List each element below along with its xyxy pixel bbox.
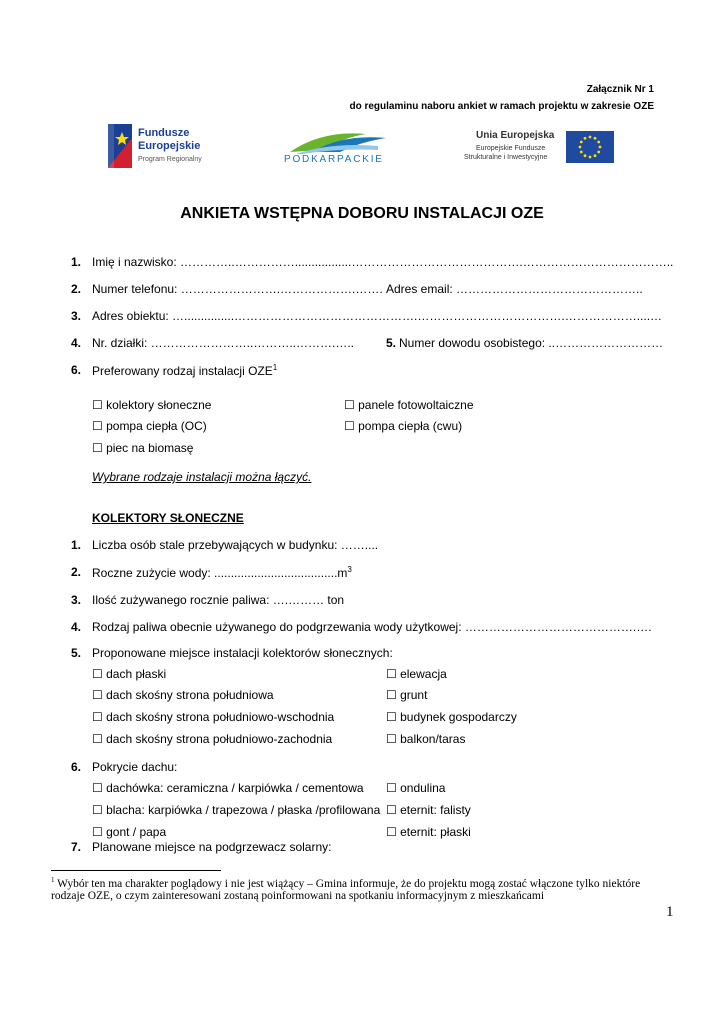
podkarpackie-mountains-icon bbox=[282, 128, 394, 154]
heater-location-label: Planowane miejsce na podgrzewacz solarny: bbox=[92, 840, 332, 854]
document-title: ANKIETA WSTĘPNA DOBORU INSTALACJI OZE bbox=[180, 205, 544, 222]
option-roof-south[interactable]: ☐ dach skośny strona południowa bbox=[92, 688, 274, 702]
podkarpackie-logo bbox=[282, 128, 394, 168]
q5-number: 5. bbox=[71, 646, 82, 660]
q4-number: 4. bbox=[71, 620, 82, 634]
option-ondulina[interactable]: ☐ ondulina bbox=[386, 781, 446, 795]
annex-subtitle: do regulaminu naboru ankiet w ramach projektu w zakresie OZE bbox=[349, 101, 654, 112]
option-flat-roof[interactable]: ☐ dach płaski bbox=[92, 667, 167, 681]
fuel-type-field[interactable]: Rodzaj paliwa obecnie używanego do podgrzewania wody użytkowej: …………………………………….…. bbox=[92, 620, 652, 634]
footnote-mark: 1 bbox=[51, 876, 55, 884]
footnote-text1: Wybór ten ma charakter poglądowy i nie jest wiążący – Gmina informuje, że do projektu mogą zostać włączone tylko niektóre bbox=[54, 877, 641, 890]
field-4-number: 4. bbox=[71, 336, 82, 350]
water-usage-text: Roczne zużycie wody: .....................................m bbox=[92, 566, 348, 580]
option-metal-sheet[interactable]: ☐ blacha: karpiówka / trapezowa / płaska /profilowana bbox=[92, 803, 381, 817]
water-usage-field[interactable] bbox=[92, 565, 352, 580]
preferred-oze-text: Preferowany rodzaj instalacji OZE bbox=[92, 364, 273, 378]
option-ground[interactable]: ☐ grunt bbox=[386, 688, 428, 702]
option-roof-tiles[interactable]: ☐ dachówka: ceramiczna / karpiówka / cementowa bbox=[92, 781, 364, 795]
eu-logo-text bbox=[462, 130, 562, 170]
id-card-field[interactable]: Numer dowodu osobistego: ..……………………… bbox=[399, 336, 664, 350]
option-biomass-boiler[interactable]: ☐ piec na biomasę bbox=[92, 441, 194, 455]
plot-number-field[interactable]: Nr. działki: ……………………..………..……….….. bbox=[92, 336, 355, 350]
q6-number: 6. bbox=[71, 760, 82, 774]
field-5-number: 5. bbox=[386, 336, 397, 350]
option-solar-collectors[interactable]: ☐ kolektory słoneczne bbox=[92, 398, 212, 412]
footnote-separator bbox=[51, 870, 221, 871]
q7-number: 7. bbox=[71, 840, 82, 854]
option-facade[interactable]: ☐ elewacja bbox=[386, 667, 447, 681]
section-title-solar-collectors: KOLEKTORY SŁONECZNE bbox=[92, 511, 244, 525]
eu-logo-line1: Unia Europejska bbox=[476, 130, 555, 141]
option-eternit-corrugated[interactable]: ☐ eternit: falisty bbox=[386, 803, 471, 817]
option-balcony-terrace[interactable]: ☐ balkon/taras bbox=[386, 732, 466, 746]
option-roof-south-east[interactable]: ☐ dach skośny strona południowo-wschodnia bbox=[92, 710, 335, 724]
field-2-number: 2. bbox=[71, 282, 82, 296]
q1-number: 1. bbox=[71, 538, 82, 552]
fe-flag-icon bbox=[108, 124, 132, 168]
option-outbuilding[interactable]: ☐ budynek gospodarczy bbox=[386, 710, 517, 724]
fe-logo-line2: Europejskie bbox=[138, 140, 201, 152]
option-heat-pump-cwu[interactable]: ☐ pompa ciepła (cwu) bbox=[344, 419, 463, 433]
combination-note: Wybrane rodzaje instalacji można łączyć. bbox=[92, 470, 312, 484]
field-6-number: 6. bbox=[71, 363, 82, 377]
option-eternit-flat[interactable]: ☐ eternit: płaski bbox=[386, 825, 471, 839]
eu-logo-line3: Strukturalne i Inwestycyjne bbox=[464, 154, 548, 161]
footnote-ref: 1 bbox=[272, 363, 278, 372]
cubic-superscript: 3 bbox=[347, 565, 352, 574]
field-3-number: 3. bbox=[71, 309, 82, 323]
field-1-number: 1. bbox=[71, 255, 82, 269]
podkarpackie-logo-text: PODKARPACKIE bbox=[284, 154, 384, 165]
option-roof-south-west[interactable]: ☐ dach skośny strona południowo-zachodnia bbox=[92, 732, 333, 746]
annex-number: Załącznik Nr 1 bbox=[586, 84, 654, 95]
email-field[interactable]: Adres email: ……………………………………….. bbox=[386, 282, 643, 296]
fuel-amount-field[interactable]: Ilość zużywanego rocznie paliwa: ….……… ton bbox=[92, 593, 345, 607]
phone-field[interactable]: Numer telefonu: …………………….……………….……. bbox=[92, 282, 383, 296]
eu-logo-line2: Europejskie Fundusze bbox=[476, 145, 546, 152]
residents-count-field[interactable]: Liczba osób stale przebywających w budynku: …….... bbox=[92, 538, 379, 552]
page-number: 1 bbox=[666, 904, 674, 920]
option-heat-pump-oc[interactable]: ☐ pompa ciepła (OC) bbox=[92, 419, 207, 433]
installation-place-label: Proponowane miejsce instalacji kolektorów słonecznych: bbox=[92, 646, 393, 660]
fe-logo bbox=[108, 124, 218, 170]
fe-logo-line3: Program Regionalny bbox=[138, 156, 202, 163]
footnote-line1 bbox=[51, 876, 640, 890]
option-pv-panels[interactable]: ☐ panele fotowoltaiczne bbox=[344, 398, 474, 412]
roof-covering-label: Pokrycie dachu: bbox=[92, 760, 178, 774]
preferred-oze-label bbox=[92, 363, 277, 378]
footnote-line2: rodzaje OZE, o czym zainteresowani zostaną poinformowani na spotkaniu informacyjnym z mieszkańcami bbox=[51, 890, 545, 902]
address-field[interactable]: Adres obiektu: …...............……………………………………….……………………………….………………....… bbox=[92, 309, 663, 323]
q2-number: 2. bbox=[71, 565, 82, 579]
eu-flag-icon bbox=[566, 131, 614, 163]
option-shingle-tarpaper[interactable]: ☐ gont / papa bbox=[92, 825, 167, 839]
fe-logo-line1: Fundusze bbox=[138, 127, 190, 139]
name-field[interactable]: Imię i nazwisko: …………..…………….................…………………………………….……………………………….. bbox=[92, 255, 674, 269]
q3-number: 3. bbox=[71, 593, 82, 607]
